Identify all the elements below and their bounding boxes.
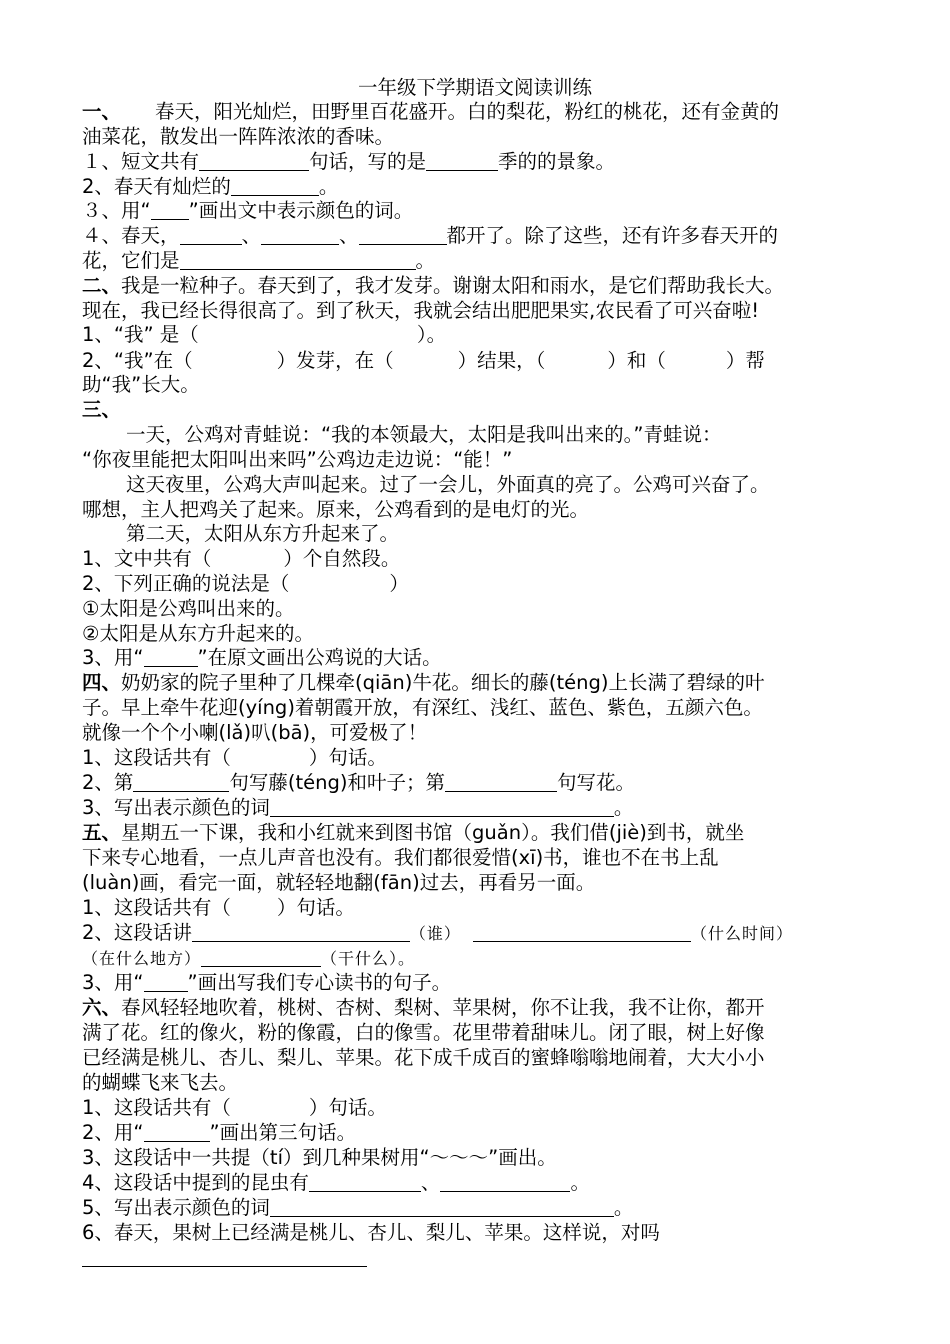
s6-question-6: 6、春天，果树上已经满是桃儿、杏儿、梨儿、苹果。这样说，对吗: [82, 1221, 660, 1244]
s2-para-line: 现在，我已经长得很高了。到了秋天，我就会结出肥肥果实,农民看了可兴奋啦!: [82, 299, 760, 322]
answer-blank[interactable]: [192, 922, 410, 943]
s1-para-line: 一、 春天，阳光灿烂，田野里百花盛开。白的梨花，粉红的桃花，还有金黄的: [82, 100, 780, 123]
s5-question-1: 1、这段话共有（ ）句话。: [82, 896, 355, 919]
s2-question-2-cont: 助“我”长大。: [82, 373, 200, 396]
s3-option-1[interactable]: ①太阳是公鸡叫出来的。: [82, 597, 295, 620]
answer-blank[interactable]: [144, 1122, 210, 1143]
answer-blank[interactable]: [201, 947, 321, 968]
s3-para-line: 第二天，太阳从东方升起来了。: [126, 522, 400, 545]
s5-question-3: 3、用“ ”画出写我们专心读书的句子。: [82, 971, 452, 994]
s5-para-line: 五、星期五一下课，我和小红就来到图书馆（guǎn）。我们借(jiè)到书，就坐: [82, 821, 745, 844]
s6-question-5: 5、写出表示颜色的词 。: [82, 1196, 634, 1219]
s4-para-line: 就像一个个小喇(lǎ)叭(bā)，可爱极了！: [82, 721, 428, 744]
answer-blank[interactable]: [231, 176, 319, 197]
s5-question-2: 2、这段话讲 （谁） （什么时间）: [82, 921, 793, 944]
s6-para-line: 六、春风轻轻地吹着，桃树、杏树、梨树、苹果树，你不让我，我不让你，都开: [82, 996, 765, 1019]
answer-blank[interactable]: [440, 1172, 570, 1193]
section-number: 三、: [82, 398, 122, 421]
s2-para-line: 二、我是一粒种子。春天到了，我才发芽。谢谢太阳和雨水，是它们帮助我长大。: [82, 274, 785, 297]
s1-question-2: 2、春天有灿烂的 。: [82, 175, 339, 198]
answer-blank[interactable]: [445, 772, 557, 793]
answer-blank[interactable]: [199, 151, 309, 172]
answer-blank[interactable]: [426, 151, 498, 172]
s3-para-line: 这天夜里，公鸡大声叫起来。过了一会儿，外面真的亮了。公鸡可兴奋了。: [126, 473, 770, 496]
s1-question-1: １、短文共有 句话，写的是 季的的景象。: [82, 150, 616, 173]
answer-blank[interactable]: [270, 1197, 614, 1218]
answer-blank[interactable]: [309, 1172, 421, 1193]
s6-question-1: 1、这段话共有（ ）句话。: [82, 1096, 387, 1119]
s2-question-1: 1、“我” 是（ ）。: [82, 323, 447, 346]
s5-question-2-cont: （在什么地方） （干什么）。: [82, 946, 882, 972]
s6-para-line: 已经满是桃儿、杏儿、梨儿、苹果。花下成千成百的蜜蜂嗡嗡地闹着，大大小小: [82, 1046, 765, 1069]
s1-question-3: ３、用“ ”画出文中表示颜色的词。: [82, 199, 414, 222]
s2-question-2: 2、“我”在（ ）发芽，在（ ）结果，（ ）和（ ）帮: [82, 349, 765, 372]
s1-question-4-cont: 花，它们是 。: [82, 249, 436, 272]
answer-blank[interactable]: [144, 972, 188, 993]
s6-para-line: 满了花。红的像火，粉的像霞，白的像雪。花里带着甜味儿。闭了眼，树上好像: [82, 1021, 765, 1044]
s3-para-line: 一天，公鸡对青蛙说：“我的本领最大，太阳是我叫出来的。”青蛙说：: [126, 423, 722, 446]
s4-para-line: 子。早上牵牛花迎(yíng)着朝霞开放，有深红、浅红、蓝色、紫色，五颜六色。: [82, 696, 763, 719]
s1-para-line: 油菜花，散发出一阵阵浓浓的香味。: [82, 125, 395, 148]
s5-para-line: 下来专心地看，一点儿声音也没有。我们都很爱惜(xī)书，谁也不在书上乱: [82, 846, 719, 869]
s3-para-line: “你夜里能把太阳叫出来吗”公鸡边走边说：“能！”: [82, 448, 513, 471]
section-number: 一、: [82, 100, 122, 123]
answer-blank[interactable]: [261, 225, 339, 246]
s6-question-2: 2、用“ ”画出第三句话。: [82, 1121, 357, 1144]
answer-blank[interactable]: [180, 250, 416, 271]
s3-question-2: 2、下列正确的说法是（ ）: [82, 572, 409, 595]
answer-blank[interactable]: [133, 772, 229, 793]
s6-question-4: 4、这段话中提到的昆虫有 、 。: [82, 1171, 590, 1194]
s3-option-2[interactable]: ②太阳是从东方升起来的。: [82, 622, 314, 645]
answer-blank[interactable]: [151, 200, 189, 221]
answer-blank[interactable]: [359, 225, 447, 246]
s4-question-3: 3、写出表示颜色的词 。: [82, 796, 634, 819]
s6-question-3: 3、这段话中一共提（tí）到几种果树用“～～～”画出。: [82, 1146, 557, 1169]
page-title: 一年级下学期语文阅读训练: [357, 76, 592, 99]
s4-question-2: 2、第 句写藤(téng)和叶子；第 句写花。: [82, 771, 636, 794]
answer-line[interactable]: [82, 1266, 367, 1267]
answer-blank[interactable]: [144, 647, 198, 668]
s3-question-1: 1、文中共有（ ）个自然段。: [82, 547, 401, 570]
answer-blank[interactable]: [180, 225, 242, 246]
s3-para-line: 哪想，主人把鸡关了起来。原来，公鸡看到的是电灯的光。: [82, 498, 590, 521]
s4-question-1: 1、这段话共有（ ）句话。: [82, 746, 387, 769]
s5-para-line: (luàn)画，看完一面，就轻轻地翻(fān)过去，再看另一面。: [82, 871, 596, 894]
s1-question-4: ４、春天， 、 、 都开了。除了这些，还有许多春天开的: [82, 224, 779, 247]
answer-blank[interactable]: [270, 797, 614, 818]
answer-blank[interactable]: [473, 922, 691, 943]
s4-para-line: 四、奶奶家的院子里种了几棵牵(qiān)牛花。细长的藤(téng)上长满了碧绿的叶: [82, 671, 765, 694]
s6-para-line: 的蝴蝶飞来飞去。: [82, 1071, 239, 1094]
s3-question-3: 3、用“ ”在原文画出公鸡说的大话。: [82, 646, 442, 669]
